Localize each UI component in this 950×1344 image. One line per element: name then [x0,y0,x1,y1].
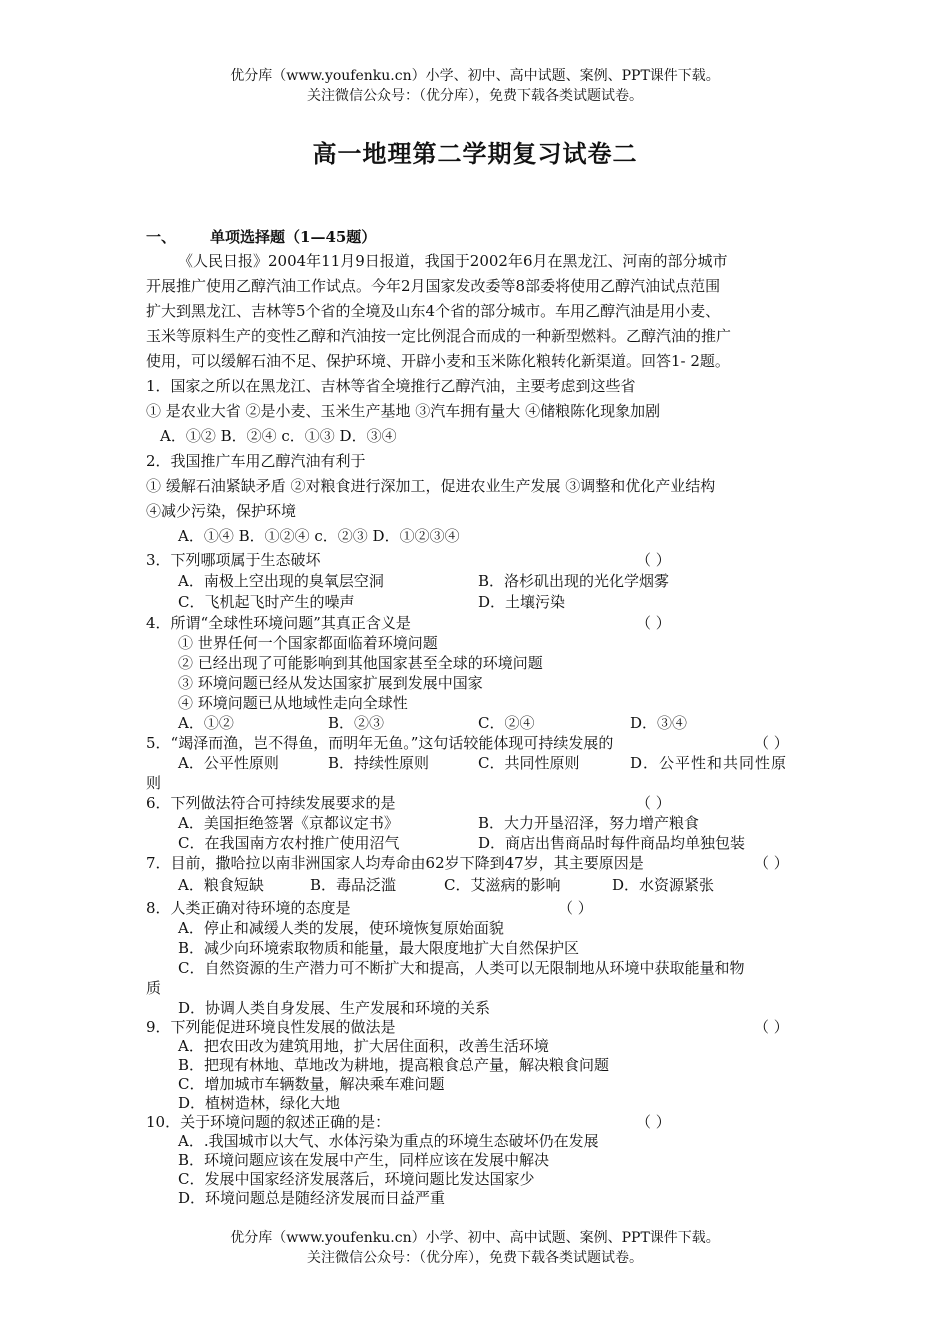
q8-answer-paren: （ ） [558,899,593,917]
q7-option-b: B．毒品泛滥 [310,876,397,894]
q6-stem: 6．下列做法符合可持续发展要求的是 [146,794,396,812]
q6-option-c: C．在我国南方农村推广使用沼气 [178,834,400,852]
passage-line-1: 《人民日报》2004年11月9日报道，我国于2002年6月在黑龙江、河南的部分城市 [178,252,728,270]
section-label: 单项选择题（1—45题） [210,228,377,246]
q4-option-a: A．①② [178,714,234,732]
q9-option-c: C．增加城市车辆数量，解决乘车难问题 [178,1075,445,1093]
q4-item-3: ③ 环境问题已经从发达国家扩展到发展中国家 [178,674,483,692]
q4-item-2: ② 已经出现了可能影响到其他国家甚至全球的环境问题 [178,654,543,672]
footer-line-1: 优分库（www.youfenku.cn）小学、初中、高中试题、案例、PPT课件下载。 [230,1230,720,1246]
q8-option-c-cont: 质 [146,979,162,997]
q5-answer-paren: （ ） [754,734,789,752]
q9-answer-paren: （ ） [754,1018,789,1036]
q4-option-d: D．③④ [630,714,688,732]
q5-option-b: B．持续性原则 [328,754,430,772]
q3-answer-paren: （ ） [636,551,671,569]
q4-option-c: C．②④ [478,714,535,732]
q10-option-d: D．环境问题总是随经济发展而日益严重 [178,1189,446,1207]
q2-items-1: ① 缓解石油紧缺矛盾 ②对粮食进行深加工，促进农业生产发展 ③调整和优化产业结构 [146,477,716,495]
q7-stem: 7．目前，撒哈拉以南非洲国家人均寿命由62岁下降到47岁，其主要原因是 [146,854,644,872]
q2-options: A．①④ B．①②④ c．②③ D．①②③④ [178,527,460,545]
q7-answer-paren: （ ） [754,854,789,872]
q3-option-d: D．土壤污染 [478,593,566,611]
q9-option-d: D．植树造林，绿化大地 [178,1094,341,1112]
header-line-1: 优分库（www.youfenku.cn）小学、初中、高中试题、案例、PPT课件下载。 [230,68,720,84]
q10-stem: 10．关于环境问题的叙述正确的是： [146,1113,391,1131]
q7-option-c: C．艾滋病的影响 [444,876,561,894]
q8-option-b: B．减少向环境索取物质和能量，最大限度地扩大自然保护区 [178,939,580,957]
q7-option-d: D．水资源紧张 [612,876,715,894]
passage-line-3: 扩大到黑龙江、吉林等5个省的全境及山东4个省的部分城市。车用乙醇汽油是用小麦、 [146,302,721,320]
q5-option-a: A．公平性原则 [178,754,279,772]
q3-option-a: A．南极上空出现的臭氧层空洞 [178,572,384,590]
q4-item-1: ① 世界任何一个国家都面临着环境问题 [178,634,438,652]
q8-option-d: D．协调人类自身发展、生产发展和环境的关系 [178,999,491,1017]
q1-options: A．①② B．②④ c．①③ D．③④ [160,427,397,445]
q10-option-a: A．.我国城市以大气、水体污染为重点的环境生态破坏仍在发展 [178,1132,599,1150]
q6-option-b: B．大力开垦沼泽，努力增产粮食 [478,814,700,832]
q5-option-d: D．公平性和共同性原 [630,754,788,772]
q10-option-b: B．环境问题应该在发展中产生，同样应该在发展中解决 [178,1151,550,1169]
q3-stem: 3．下列哪项属于生态破坏 [146,551,321,569]
q5-option-d-cont: 则 [146,774,162,792]
q10-option-c: C．发展中国家经济发展落后，环境问题比发达国家少 [178,1170,535,1188]
q10-answer-paren: （ ） [636,1113,671,1131]
q4-stem: 4．所谓“全球性环境问题”其真正含义是 [146,614,411,632]
header-line-2: 关注微信公众号：（优分库），免费下载各类试题试卷。 [307,88,643,104]
q7-option-a: A．粮食短缺 [178,876,264,894]
q5-stem: 5．“竭泽而渔，岂不得鱼，而明年无鱼。”这句话较能体现可持续发展的 [146,734,614,752]
section-number: 一、 [146,228,177,246]
q8-option-a: A．停止和减缓人类的发展，使环境恢复原始面貌 [178,919,504,937]
passage-line-4: 玉米等原料生产的变性乙醇和汽油按一定比例混合而成的一种新型燃料。乙醇汽油的推广 [146,327,732,345]
q6-answer-paren: （ ） [636,794,671,812]
q8-stem: 8．人类正确对待环境的态度是 [146,899,351,917]
q4-item-4: ④ 环境问题已从地域性走向全球性 [178,694,408,712]
q1-stem: 1．国家之所以在黑龙江、吉林等省全境推行乙醇汽油，主要考虑到这些省 [146,377,636,395]
passage-line-5: 使用，可以缓解石油不足、保护环境、开辟小麦和玉米陈化粮转化新渠道。回答1- 2题。 [146,352,730,370]
passage-line-2: 开展推广使用乙醇汽油工作试点。今年2月国家发改委等8部委将使用乙醇汽油试点范围 [146,277,721,295]
q8-option-c: C．自然资源的生产潜力可不断扩大和提高，人类可以无限制地从环境中获取能量和物 [178,959,745,977]
q4-option-b: B．②③ [328,714,385,732]
q9-option-a: A．把农田改为建筑用地，扩大居住面积，改善生活环境 [178,1037,549,1055]
q6-option-d: D．商店出售商品时每件商品均单独包装 [478,834,746,852]
q5-option-c: C．共同性原则 [478,754,580,772]
q2-items-2: ④减少污染，保护环境 [146,502,297,520]
q1-items: ① 是农业大省 ②是小麦、玉米生产基地 ③汽车拥有量大 ④储粮陈化现象加剧 [146,402,661,420]
q4-answer-paren: （ ） [636,614,671,632]
footer-line-2: 关注微信公众号：（优分库），免费下载各类试题试卷。 [307,1250,643,1266]
page-title: 高一地理第二学期复习试卷二 [312,139,638,168]
q3-option-c: C．飞机起飞时产生的噪声 [178,593,355,611]
q2-stem: 2．我国推广车用乙醇汽油有利于 [146,452,366,470]
q9-option-b: B．把现有林地、草地改为耕地，提高粮食总产量，解决粮食问题 [178,1056,610,1074]
q3-option-b: B．洛杉矶出现的光化学烟雾 [478,572,670,590]
q9-stem: 9．下列能促进环境良性发展的做法是 [146,1018,396,1036]
q6-option-a: A．美国拒绝签署《京都议定书》 [178,814,399,832]
